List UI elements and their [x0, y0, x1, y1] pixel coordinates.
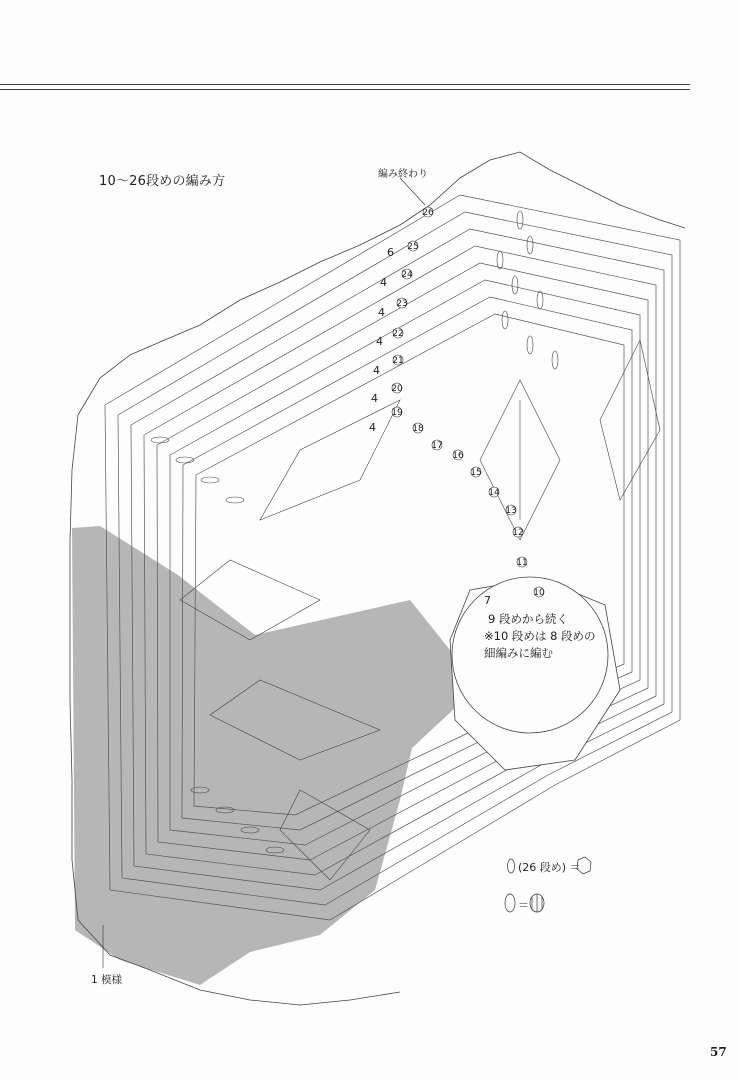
row-marker: [516, 557, 527, 568]
legend-row-1-text: (26 段め) ＝: [518, 861, 581, 874]
start-note-line: 細編みに編む: [484, 646, 553, 660]
row-marker: [391, 383, 403, 394]
stitch-count-labels: [369, 246, 394, 434]
row-marker: [391, 407, 403, 418]
svg-text:14: 14: [488, 488, 500, 498]
page-title: 10〜26段めの編み方: [99, 174, 226, 189]
legend-row-1: [500, 855, 581, 879]
row-marker: [392, 355, 403, 366]
stitch-count: 4: [371, 392, 378, 405]
row-marker: [533, 587, 545, 598]
stitch-count: 4: [369, 421, 376, 434]
row-number-markers: [391, 207, 545, 598]
svg-text:23: 23: [396, 299, 408, 309]
end-pointer: [400, 178, 425, 205]
stitch-count: 4: [373, 364, 380, 377]
row-marker: [401, 269, 413, 280]
svg-text:19: 19: [391, 408, 403, 418]
row-marker: [407, 241, 418, 252]
svg-text:18: 18: [412, 424, 424, 434]
row-marker: [512, 527, 523, 538]
stitch-count: 4: [376, 335, 383, 348]
center-row-label: 7: [484, 594, 491, 607]
stitch-count: 4: [380, 276, 387, 289]
svg-text:11: 11: [516, 558, 528, 568]
row-marker: [505, 505, 516, 516]
stitch-count: 6: [387, 246, 394, 259]
row-marker: [392, 328, 403, 339]
svg-text:16: 16: [452, 451, 464, 461]
svg-text:25: 25: [407, 242, 419, 252]
end-label: 編み終わり: [378, 169, 428, 180]
row-marker: [431, 440, 442, 451]
svg-text:20: 20: [391, 384, 403, 394]
svg-text:13: 13: [505, 506, 517, 516]
svg-text:12: 12: [512, 528, 524, 538]
start-note: [484, 611, 596, 662]
svg-text:17: 17: [431, 441, 443, 451]
row-marker: [422, 207, 434, 218]
start-note-line: ※10 段めは 8 段めの: [484, 629, 596, 643]
row-marker: [488, 487, 500, 498]
row-marker: [412, 423, 424, 434]
stitch-count: 4: [378, 306, 385, 319]
repeat-shading: [72, 526, 458, 985]
repeat-label: 1 模様: [91, 974, 123, 986]
svg-text:26: 26: [422, 208, 434, 218]
legend-row-2-text: ＝: [518, 899, 529, 912]
legend: [500, 855, 581, 917]
row-marker: [396, 298, 407, 309]
svg-text:21: 21: [392, 356, 404, 366]
row-marker: [452, 450, 464, 461]
page-number: 57: [710, 1045, 727, 1059]
svg-text:10: 10: [533, 588, 545, 598]
svg-text:22: 22: [392, 329, 404, 339]
legend-row-2: [500, 893, 581, 917]
svg-text:15: 15: [470, 468, 482, 478]
start-note-line: 9 段めから続く: [488, 612, 568, 626]
svg-text:24: 24: [401, 270, 413, 280]
row-marker: [470, 467, 481, 478]
